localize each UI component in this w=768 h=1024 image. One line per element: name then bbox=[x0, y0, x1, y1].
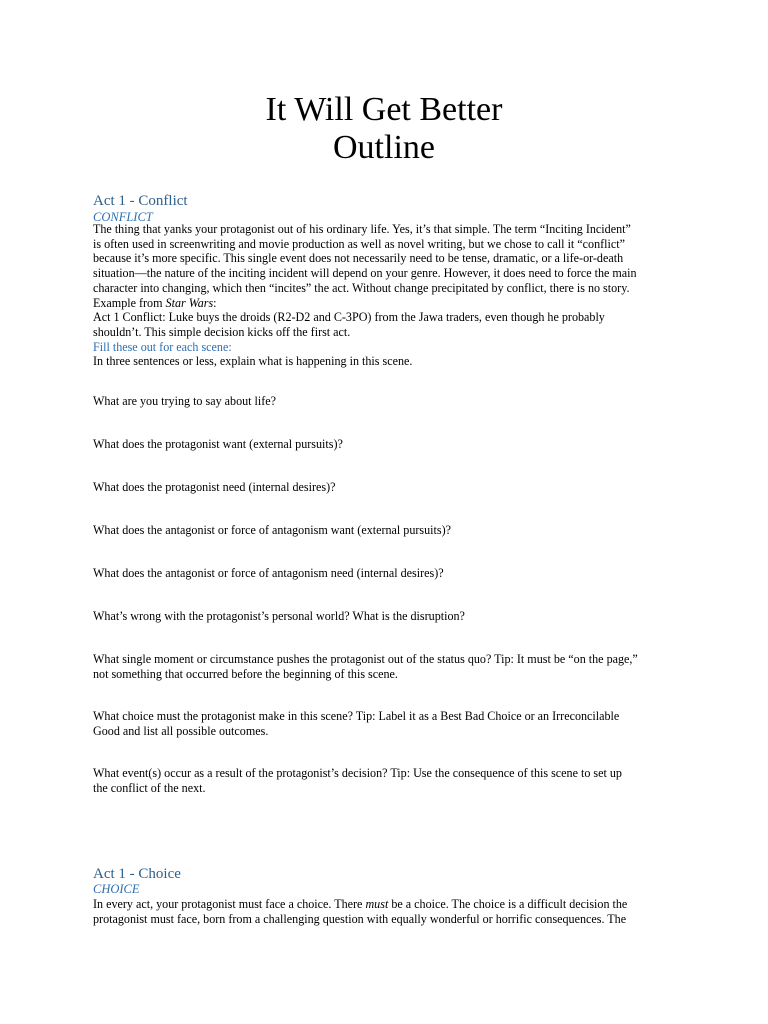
conflict-body-line: character into changing, which then “incites” the act. Without change precipitated by conflict, there is no story. bbox=[93, 280, 630, 295]
example-line: Act 1 Conflict: Luke buys the droids (R2-D2 and C-3PO) from the Jawa traders, even though he probably bbox=[93, 310, 605, 325]
conflict-body-line: because it’s more specific. This single event does not necessarily need to be tense, dramatic, or a life-or-death bbox=[93, 251, 624, 266]
scene-question bbox=[93, 652, 683, 681]
scene-question bbox=[93, 437, 683, 452]
question-text: What does the antagonist or force of antagonism want (external pursuits)? bbox=[93, 523, 451, 537]
example-suffix: : bbox=[213, 295, 217, 310]
document-title-line-2: Outline bbox=[333, 129, 435, 166]
scene-question bbox=[93, 609, 683, 624]
choice-body-line bbox=[93, 897, 683, 912]
document-title-line-1: It Will Get Better bbox=[265, 91, 503, 128]
choice-body-line: protagonist must face, born from a challenging question with equally wonderful or horrific consequences. The bbox=[93, 911, 627, 926]
example-intro bbox=[93, 296, 683, 311]
example-title: Star Wars bbox=[165, 295, 214, 310]
act1-conflict-body bbox=[93, 222, 683, 369]
scene-question bbox=[93, 566, 683, 581]
choice-text: In every act, your protagonist must face a choice. There bbox=[93, 897, 366, 911]
act1-choice-body bbox=[93, 897, 683, 926]
question-text: the conflict of the next. bbox=[93, 780, 206, 795]
question-text: What are you trying to say about life? bbox=[93, 394, 277, 408]
example-prefix: Example from bbox=[93, 295, 166, 310]
scene-question: In three sentences or less, explain what is happening in this scene. bbox=[93, 354, 413, 369]
question-text: What does the protagonist need (internal desires)? bbox=[93, 480, 336, 494]
conflict-body-line: The thing that yanks your protagonist out of his ordinary life. Yes, it’s that simple. The term “Inciting Incident” bbox=[93, 222, 631, 236]
conflict-body-line: is often used in screenwriting and movie production as well as novel writing, but we chose to call it “conflict” bbox=[93, 236, 625, 251]
act1-conflict-subheading: CONFLICT bbox=[93, 210, 153, 224]
act1-choice-subheading: CHOICE bbox=[93, 882, 140, 896]
question-text: not something that occurred before the beginning of this scene. bbox=[93, 666, 398, 681]
question-text: What does the antagonist or force of antagonism need (internal desires)? bbox=[93, 566, 444, 580]
fill-instructions-label: Fill these out for each scene: bbox=[93, 339, 232, 354]
choice-text: be a choice. The choice is a difficult decision the bbox=[388, 897, 628, 911]
scene-question bbox=[93, 523, 683, 538]
question-text: What choice must the protagonist make in this scene? Tip: Label it as a Best Bad Choice or an Irreconcilable bbox=[93, 709, 620, 723]
act1-choice-heading: Act 1 - Choice bbox=[93, 866, 181, 882]
choice-emphasis: must bbox=[365, 897, 389, 911]
question-text: What’s wrong with the protagonist’s personal world? What is the disruption? bbox=[93, 609, 465, 623]
question-text: Good and list all possible outcomes. bbox=[93, 723, 269, 738]
scene-question bbox=[93, 480, 683, 495]
act1-conflict-heading: Act 1 - Conflict bbox=[93, 193, 188, 209]
question-text: What does the protagonist want (external pursuits)? bbox=[93, 437, 343, 451]
question-text: What event(s) occur as a result of the protagonist’s decision? Tip: Use the consequence of this scene to set up bbox=[93, 766, 622, 780]
scene-question bbox=[93, 709, 683, 738]
conflict-body-line: situation—the nature of the inciting incident will depend on your genre. However, it does need to force the main bbox=[93, 266, 637, 281]
example-line: shouldn’t. This simple decision kicks off the first act. bbox=[93, 324, 351, 339]
scene-question bbox=[93, 766, 683, 795]
scene-question bbox=[93, 394, 683, 409]
question-text: What single moment or circumstance pushes the protagonist out of the status quo? Tip: It must be “on the page,” bbox=[93, 652, 638, 666]
